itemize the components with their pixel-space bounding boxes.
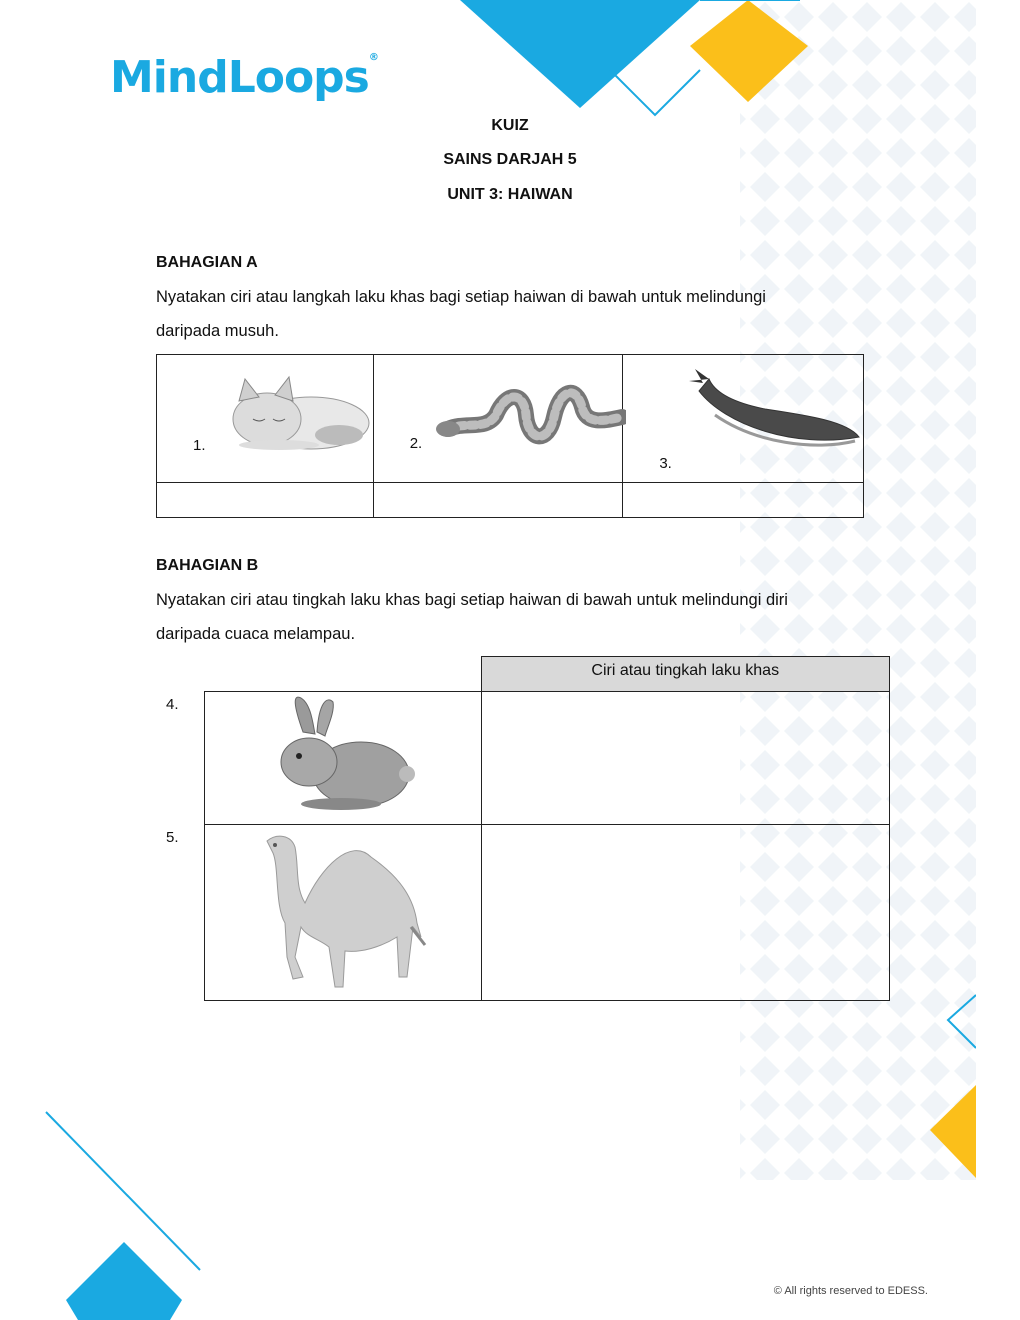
section-b-title: BAHAGIAN B	[156, 557, 259, 574]
section-b-table	[204, 656, 890, 1001]
quiz-title: KUIZ	[491, 117, 529, 134]
item-number: 4.	[166, 696, 179, 713]
copyright-footer: © All rights reserved to EDESS.	[773, 1285, 928, 1297]
whale-icon	[685, 365, 861, 457]
cat-icon	[219, 371, 371, 453]
rabbit-cell	[205, 692, 482, 825]
column-header: Ciri atau tingkah laku khas	[481, 657, 890, 692]
blue-diamond-shape	[460, 0, 700, 108]
item-number: 5.	[166, 829, 179, 846]
answer-cell-2[interactable]	[373, 483, 623, 518]
item-number: 1.	[193, 437, 206, 454]
answer-cell-5[interactable]	[481, 825, 890, 1001]
rabbit-icon	[271, 694, 415, 812]
whale-cell	[623, 355, 864, 483]
mindloops-logo: MindLoops®	[110, 52, 378, 103]
answer-cell-4[interactable]	[481, 692, 890, 825]
section-a-table	[156, 354, 864, 518]
section-a-instruction: Nyatakan ciri atau langkah laku khas bagi setiap haiwan di bawah untuk melindungi daripada musuh.	[156, 288, 766, 340]
answer-cell-1[interactable]	[157, 483, 374, 518]
item-number: 2.	[409, 435, 423, 452]
unit-title: UNIT 3: HAIWAN	[447, 186, 573, 203]
section-a-title: BAHAGIAN A	[156, 254, 258, 271]
answer-cell-3[interactable]	[623, 483, 864, 518]
cat-cell	[157, 355, 374, 483]
item-number: 3.	[659, 455, 672, 472]
camel-cell	[205, 825, 482, 1001]
section-b-instruction: Nyatakan ciri atau tingkah laku khas bagi setiap haiwan di bawah untuk melindungi diri daripada cuaca melampau.	[156, 591, 788, 643]
snake-icon	[436, 371, 626, 453]
camel-icon	[261, 827, 429, 995]
subject-title: SAINS DARJAH 5	[443, 151, 577, 168]
snake-cell	[373, 355, 623, 483]
